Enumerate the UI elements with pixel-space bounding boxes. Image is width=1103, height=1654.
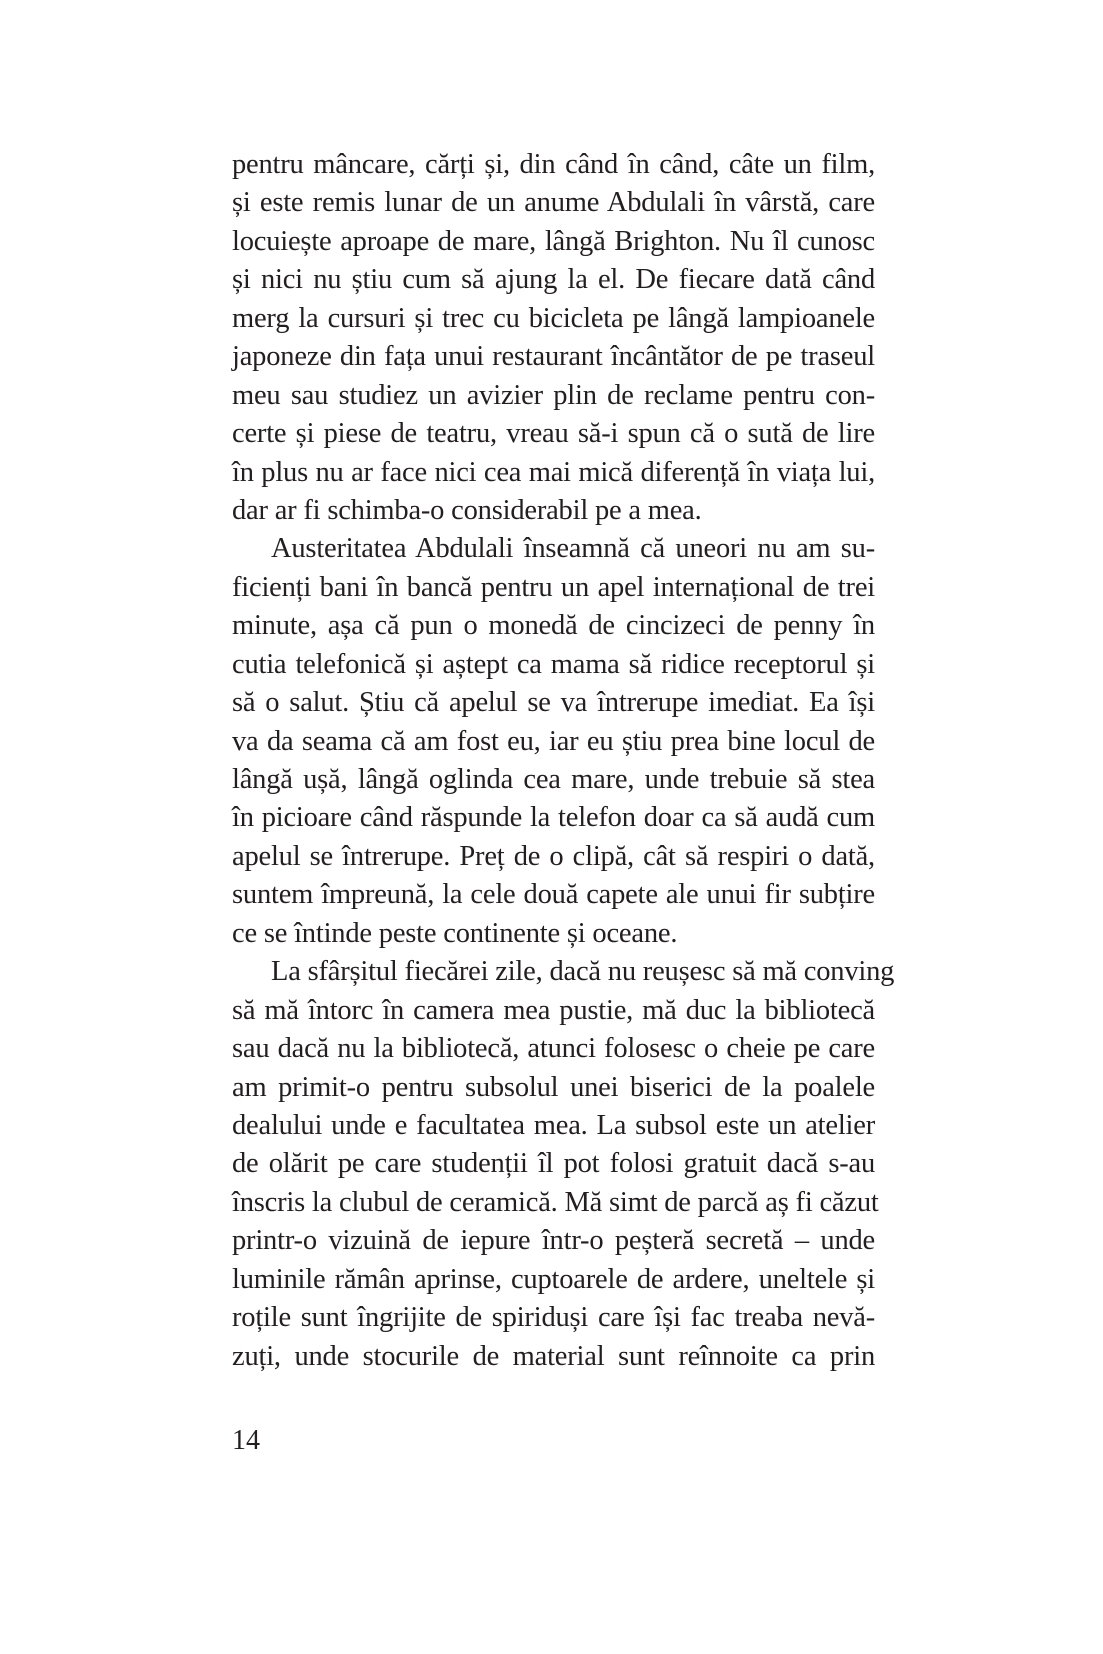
text-line: japoneze din fața unui restaurant încântător de pe traseul (232, 341, 875, 373)
text-line: roțile sunt îngrijite de spiriduși care își fac treaba nevă- (232, 1302, 875, 1334)
text-line: meu sau studiez un avizier plin de reclame pentru con- (232, 379, 875, 411)
text-line: sau dacă nu la bibliotecă, atunci folosesc o cheie pe care (232, 1033, 875, 1065)
text-line: zuți, unde stocurile de material sunt reînnoite ca prin (232, 1340, 875, 1372)
text-line: minute, așa că pun o monedă de cincizeci de penny în (232, 610, 875, 642)
paragraph (232, 530, 875, 953)
body-text (232, 146, 895, 1376)
text-line: Austeritatea Abdulali înseamnă că uneori nu am su- (271, 533, 875, 565)
text-line: ficienți bani în bancă pentru un apel internațional de trei (232, 571, 875, 603)
text-line: și nici nu știu cum să ajung la el. De fiecare dată când (232, 264, 875, 296)
text-line: suntem împreună, la cele două capete ale unui fir subțire (232, 879, 875, 911)
page-number: 14 (232, 1425, 260, 1456)
text-line: apelul se întrerupe. Preț de o clipă, cât să respiri o dată, (232, 840, 875, 872)
text-line: de olărit pe care studenții îl pot folosi gratuit dacă s-au (232, 1148, 875, 1180)
text-line: înscris la clubul de ceramică. Mă simt de parcă aș fi căzut (232, 1186, 879, 1218)
text-line: dealului unde e facultatea mea. La subsol este un atelier (232, 1109, 875, 1141)
text-line: lângă ușă, lângă oglinda cea mare, unde trebuie să stea (232, 764, 875, 795)
text-line: locuiește aproape de mare, lângă Brighton. Nu îl cunosc (232, 225, 875, 257)
text-line: cutia telefonică și aștept ca mama să ridice receptorul și (232, 648, 875, 680)
text-line: La sfârșitul fiecărei zile, dacă nu reușesc să mă conving (271, 956, 895, 988)
text-line: merg la cursuri și trec cu bicicleta pe lângă lampioanele (232, 302, 875, 334)
text-line: în picioare când răspunde la telefon doar ca să audă cum (232, 802, 875, 834)
text-line: am primit-o pentru subsolul unei biserici de la poalele (232, 1071, 875, 1103)
text-line: și este remis lunar de un anume Abdulali în vârstă, care (232, 187, 875, 219)
paragraph (232, 146, 875, 530)
text-line: în plus nu ar face nici cea mai mică diferență în viața lui, (232, 456, 875, 488)
text-line: să o salut. Știu că apelul se va întrerupe imediat. Ea își (232, 687, 875, 719)
text-line: luminile rămân aprinse, cuptoarele de ardere, uneltele și (232, 1263, 875, 1295)
text-line: pentru mâncare, cărți și, din când în când, câte un film, (232, 149, 875, 180)
text-line: certe și piese de teatru, vreau să-i spun că o sută de lire (232, 418, 875, 450)
text-line: printr-o vizuină de iepure într-o peșteră secretă – unde (232, 1225, 875, 1257)
text-line: să mă întorc în camera mea pustie, mă duc la bibliotecă (232, 994, 875, 1026)
paragraph (232, 953, 895, 1376)
text-line: ce se întinde peste continente și oceane. (232, 917, 678, 949)
text-line: dar ar fi schimba-o considerabil pe a mea. (232, 494, 702, 526)
text-line: va da seama că am fost eu, iar eu știu prea bine locul de (232, 725, 875, 757)
